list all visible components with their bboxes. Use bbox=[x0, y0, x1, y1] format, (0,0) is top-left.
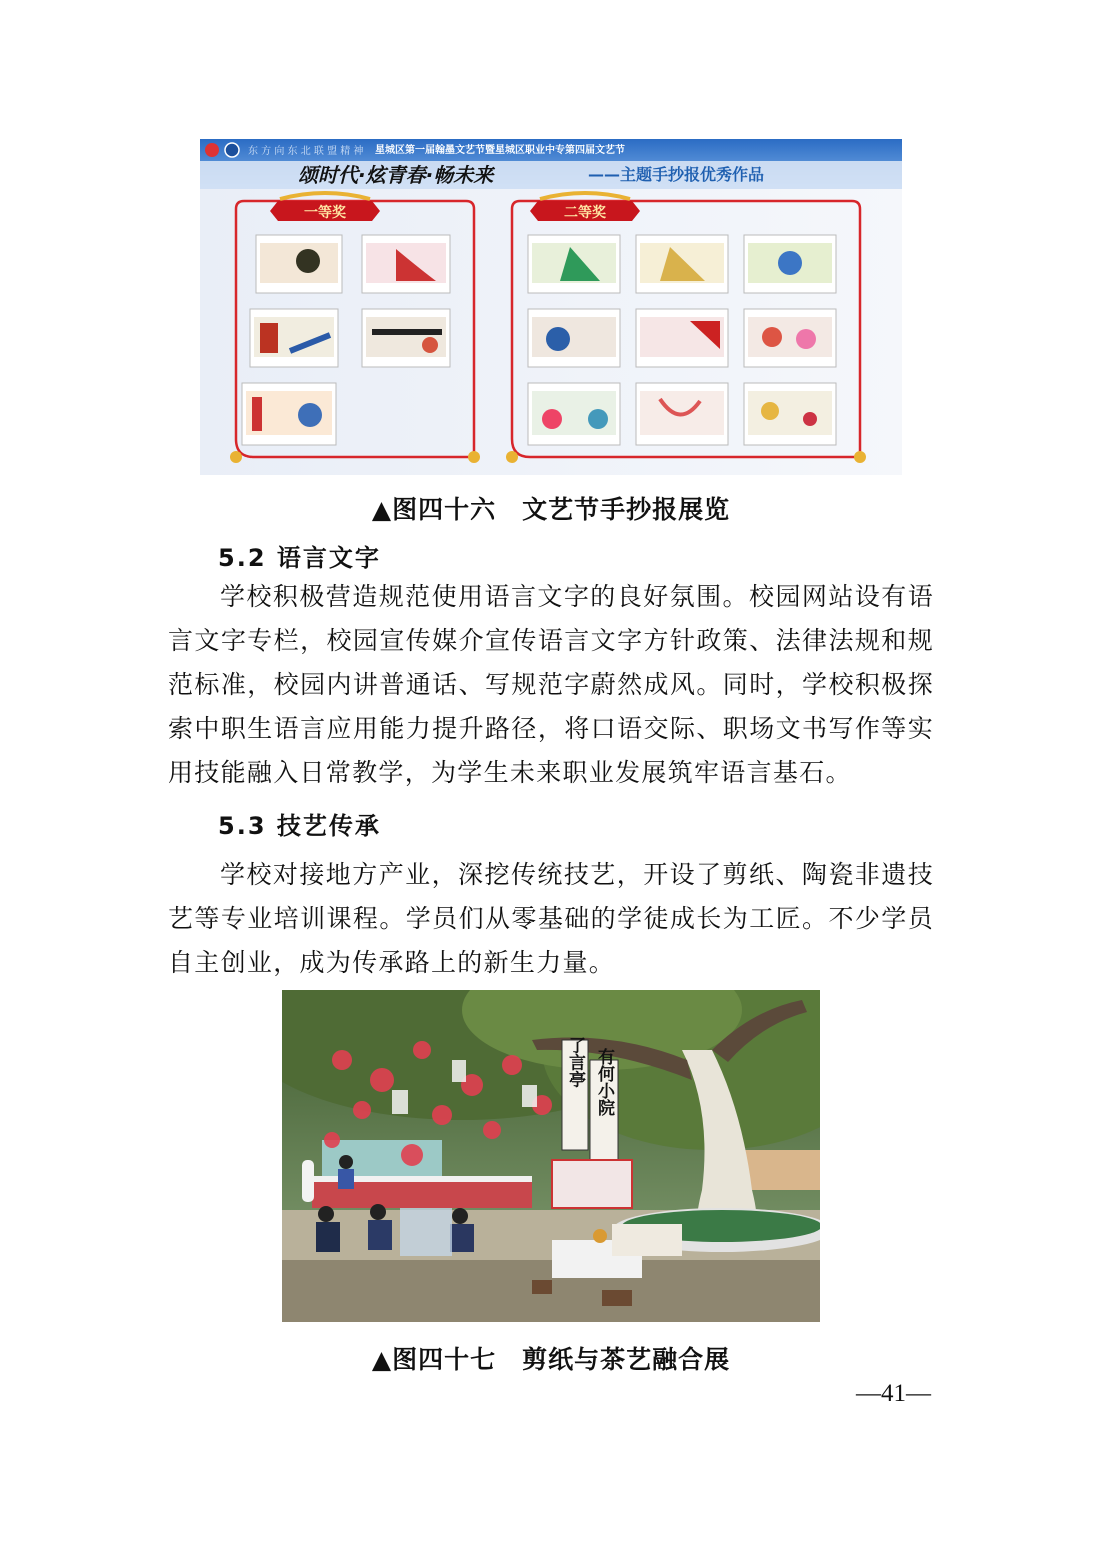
award-first-label: 一等奖 bbox=[304, 205, 346, 221]
banner-left bbox=[562, 1036, 588, 1150]
poster-grid-second bbox=[528, 235, 836, 445]
section-paragraph-5-2 bbox=[168, 575, 934, 795]
award-second-label: 二等奖 bbox=[564, 205, 606, 221]
figure-47-photo bbox=[282, 990, 820, 1322]
section-heading-5-2: 5.2 语言文字 bbox=[218, 544, 381, 572]
figure-47-caption: ▲图四十七 剪纸与茶艺融合展 bbox=[371, 1345, 731, 1374]
banner-title-text: 颂时代·炫青春·畅未来 bbox=[298, 163, 494, 187]
figure-46-photo bbox=[200, 139, 902, 475]
papercut-tea-exhibition-image bbox=[282, 990, 820, 1322]
banner-right-text: 有何小院 bbox=[594, 1048, 614, 1116]
svg-text:东 方 向 东 北 联 盟 精 神: 东 方 向 东 北 联 盟 精 神 bbox=[248, 146, 364, 157]
banner-left-text: 了言亭 bbox=[565, 1036, 585, 1088]
banner-small-text: 星城区第一届翰墨文艺节暨星城区职业中专第四届文艺节 bbox=[375, 145, 625, 156]
page-number: —41— bbox=[856, 1380, 931, 1407]
paragraph-text: 学校对接地方产业，深挖传统技艺，开设了剪纸、陶瓷非遗技艺等专业培训课程。学员们从零基础的学徒成长为工匠。不少学员自主创业，成为传承路上的新生力量。 bbox=[168, 860, 934, 977]
paragraph-text: 学校积极营造规范使用语言文字的良好氛围。校园网站设有语言文字专栏，校园宣传媒介宣传语言文字方针政策、法律法规和规范标准，校园内讲普通话、写规范字蔚然成风。同时，学校积极探索中职生语言应用能力提升路径，将口语交际、职场文书写作等实用技能融入日常教学，为学生未来职业发展筑牢语言基石。 bbox=[168, 582, 934, 787]
poster-exhibition-image bbox=[200, 139, 902, 475]
section-heading-5-3: 5.3 技艺传承 bbox=[218, 812, 381, 840]
school-logo-icon bbox=[205, 143, 219, 157]
figure-46-caption: ▲图四十六 文艺节手抄报展览 bbox=[371, 495, 731, 524]
section-paragraph-5-3 bbox=[168, 853, 934, 985]
banner-subtitle-text: ——主题手抄报优秀作品 bbox=[588, 165, 765, 184]
